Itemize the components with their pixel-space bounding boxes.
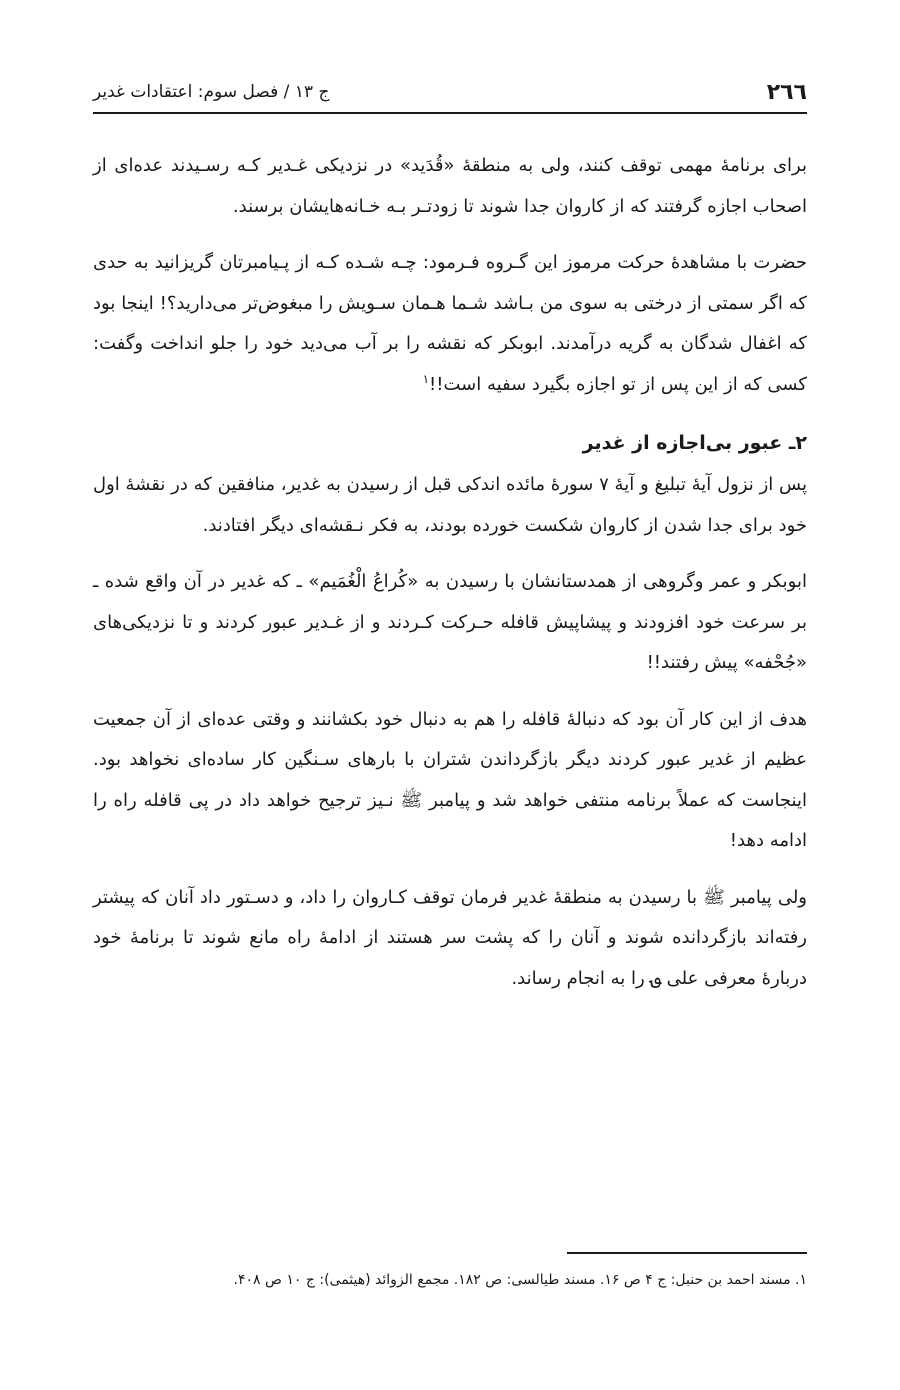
footnote-marker: ۱ bbox=[422, 371, 430, 386]
paragraph: پس از نزول آیۀ تبلیغ و آیۀ ۷ سورۀ مائده اندکی قبل از رسیدن به غدیر، منافقین که در نقشۀ اول خود برای جدا شدن از کاروان شکست خورده بودند، به فکر نـقشه‌ای دیگر افتادند. bbox=[93, 474, 807, 536]
paragraph: برای برنامۀ مهمی توقف کنند، ولی به منطقۀ «قُدَید» در نزدیکی غـدیر کـه رسـیدند عده‌ای از اصحاب اجازه گرفتند که از کاروان جدا شوند تا زودتـر بـه خـانه‌هایشان برسند. bbox=[93, 155, 807, 217]
footnote-divider bbox=[567, 1252, 807, 1254]
page-header bbox=[93, 72, 807, 114]
paragraph: حضرت با مشاهدۀ حرکت مرموز این گـروه فـرمود: چـه شـده کـه از پـیامبرتان گریزانید به حدی که اگر سمتی از درختی به سوی من بـاشد شـما هـمان سـویش را مبغوض‌تر می‌دارید؟! اینجا بود که اغفال شدگان به گریه درآمدند. ابوبکر که نقشه را بر آب می‌دید خود را جلو انداخت وگفت: کسی که از این پس از تو اجازه بگیرد سفیه است!!$^۱$ bbox=[93, 252, 807, 395]
paragraph: ابوبکر و عمر وگروهی از همدستانشان با رسیدن به «کُراعُ الْغُمَیم» ـ که غدیر در آن واقع شده ـ بر سرعت خود افزودند و پیشاپیش قافله حـرکت کـردند و از غـدیر عبور کردند و تا نزدیکی‌های «جُحْفه» پیش رفتند!! bbox=[93, 571, 807, 673]
book-page bbox=[93, 0, 807, 1390]
running-head: ج ۱۳ / فصل سوم: اعتقادات غدیر bbox=[93, 82, 330, 102]
paragraph: هدف از این کار آن بود که دنبالۀ قافله را هم به دنبال خود بکشانند و وقتی عده‌ای از آن جمعیت عظیم از غدیر عبور کردند دیگر بازگرداندن شتران با بارهای سـنگین کار ساده‌ای نخواهد بود. اینجاست که عملاً برنامه منتفی خواهد شد و پیامبر ﷺ نـیز ترجیح خواهد داد در پی قافله راه را ادامه دهد! bbox=[93, 708, 807, 851]
page-number: ۲٦٦ bbox=[766, 79, 807, 105]
paragraph: ولی پیامبر ﷺ با رسیدن به منطقۀ غدیر فرمان توقف کـاروان را داد، و دسـتور داد آنان که پیشتر رفته‌اند بازگردانده شوند و آنان را که پشت سر هستند از ادامۀ راه مانع شوند تا برنامۀ خود دربارۀ معرفی علی ؈ را به انجام رساند. bbox=[93, 886, 807, 989]
footnote: ۱. مسند احمد بن حنبل: ج ۴ ص ۱۶. مسند طیالسی: ص ۱۸۲. مجمع الزوائد (هیثمی): ج ۱۰ ص ۴۰۸. bbox=[233, 1272, 807, 1288]
body-text bbox=[93, 146, 807, 1015]
section-heading: ۲ـ عبور بی‌اجازه از غدیر bbox=[582, 432, 807, 454]
